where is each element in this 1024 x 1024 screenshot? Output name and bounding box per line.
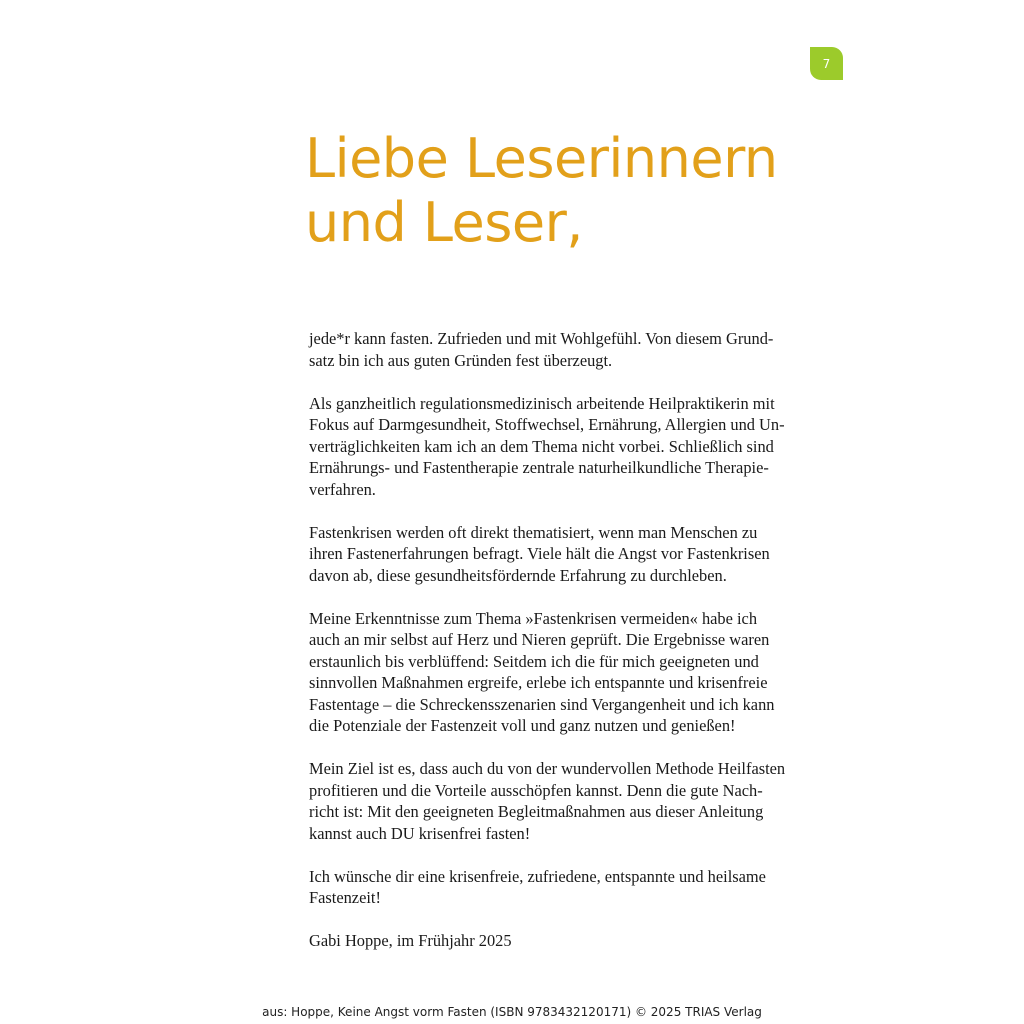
paragraph bbox=[309, 608, 809, 737]
title-line: Liebe Leserinnern bbox=[305, 127, 778, 190]
text-line: Meine Erkenntnisse zum Thema »Fastenkrisen vermeiden« habe ich bbox=[309, 608, 758, 628]
signature-line bbox=[309, 930, 809, 952]
title-line: und Leser, bbox=[305, 191, 583, 254]
paragraph bbox=[309, 758, 809, 844]
text-line: jede*r kann fasten. Zufrieden und mit Wohlgefühl. Von diesem Grund- bbox=[309, 329, 774, 348]
text-line: richt ist: Mit den geeigneten Begleitmaßnahmen aus dieser Anleitung bbox=[309, 802, 764, 821]
source-footer: aus: Hoppe, Keine Angst vorm Fasten (ISBN 9783432120171) © 2025 TRIAS Verlag bbox=[262, 1005, 762, 1019]
text-line: satz bin ich aus guten Gründen fest überzeugt. bbox=[309, 350, 613, 370]
text-line: Mein Ziel ist es, dass auch du von der wundervollen Methode Heilfasten bbox=[309, 759, 786, 778]
text-line: Ernährungs- und Fastentherapie zentrale naturheilkundliche Therapie- bbox=[309, 458, 769, 477]
text-line: die Potenziale der Fastenzeit voll und ganz nutzen und genießen! bbox=[309, 716, 736, 735]
text-line: Fastentage – die Schreckensszenarien sind Vergangenheit und ich kann bbox=[309, 694, 775, 714]
text-line: Fokus auf Darmgesundheit, Stoffwechsel, Ernährung, Allergien und Un- bbox=[309, 415, 785, 434]
page-number-badge bbox=[810, 47, 843, 80]
page-title bbox=[305, 127, 778, 255]
paragraph bbox=[309, 328, 809, 371]
text-line: Fastenzeit! bbox=[309, 888, 381, 907]
text-line: erstaunlich bis verblüffend: Seitdem ich die für mich geeigneten und bbox=[309, 651, 759, 671]
paragraph bbox=[309, 866, 809, 909]
text-line: profitieren und die Vorteile ausschöpfen kannst. Denn die gute Nach- bbox=[309, 780, 763, 800]
text-line: Ich wünsche dir eine krisenfreie, zufriedene, entspannte und heilsame bbox=[309, 866, 766, 886]
text-line: Fastenkrisen werden oft direkt thematisiert, wenn man Menschen zu bbox=[309, 522, 758, 542]
text-line: Als ganzheitlich regulationsmedizinisch arbeitende Heilpraktikerin mit bbox=[309, 393, 775, 413]
paragraph bbox=[309, 393, 809, 501]
text-line: kannst auch DU krisenfrei fasten! bbox=[309, 823, 531, 843]
paragraph bbox=[309, 522, 809, 587]
letter-body bbox=[309, 328, 809, 973]
text-line: davon ab, diese gesundheitsfördernde Erfahrung zu durchleben. bbox=[309, 565, 727, 585]
text-line: Gabi Hoppe, im Frühjahr 2025 bbox=[309, 931, 512, 950]
text-line: verfahren. bbox=[309, 479, 376, 499]
text-line: sinnvollen Maßnahmen ergreife, erlebe ich entspannte und krisenfreie bbox=[309, 673, 768, 692]
page-number: 7 bbox=[822, 56, 831, 71]
text-line: verträglichkeiten kam ich an dem Thema nicht vorbei. Schließlich sind bbox=[309, 436, 774, 456]
text-line: ihren Fastenerfahrungen befragt. Viele hält die Angst vor Fastenkrisen bbox=[309, 544, 770, 563]
text-line: auch an mir selbst auf Herz und Nieren geprüft. Die Ergebnisse waren bbox=[309, 630, 770, 649]
